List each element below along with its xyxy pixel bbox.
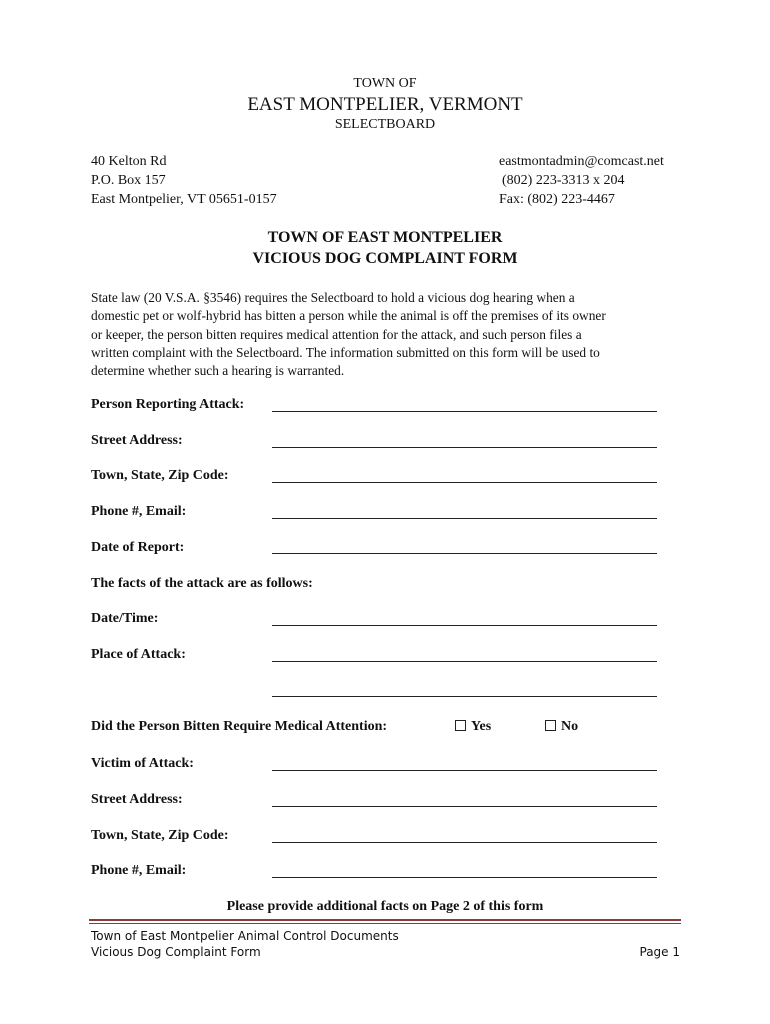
yes-label: Yes	[471, 719, 492, 734]
address-street: 40 Kelton Rd	[91, 154, 167, 169]
label-phone-email-2: Phone #, Email:	[91, 863, 187, 878]
town-state-zip-1-field[interactable]	[272, 482, 657, 483]
label-date-of-report: Date of Report:	[91, 540, 185, 555]
place-of-attack-field-2[interactable]	[272, 696, 657, 697]
intro-line: domestic pet or wolf-hybrid has bitten a person while the animal is off the premises of its owner	[91, 308, 606, 324]
footer-form-name: Vicious Dog Complaint Form	[91, 945, 261, 959]
checkbox-square-icon	[455, 720, 466, 731]
footer-doc-collection: Town of East Montpelier Animal Control Documents	[91, 929, 399, 943]
form-title-line1: TOWN OF EAST MONTPELIER	[267, 229, 503, 246]
address-po-box: P.O. Box 157	[91, 173, 166, 188]
label-phone-email-1: Phone #, Email:	[91, 504, 187, 519]
label-street-address-1: Street Address:	[91, 433, 183, 448]
town-state-zip-2-field[interactable]	[272, 842, 657, 843]
label-victim: Victim of Attack:	[91, 756, 194, 771]
contact-fax: Fax: (802) 223-4467	[499, 192, 615, 207]
phone-email-1-field[interactable]	[272, 518, 657, 519]
no-label: No	[561, 719, 579, 734]
header-board: SELECTBOARD	[334, 117, 436, 132]
label-medical-attention: Did the Person Bitten Require Medical Attention:	[91, 719, 388, 734]
footer-divider-thin	[89, 923, 681, 924]
intro-line: written complaint with the Selectboard. The information submitted on this form will be used to	[91, 344, 600, 360]
footer-divider	[89, 919, 681, 921]
label-street-address-2: Street Address:	[91, 792, 183, 807]
label-date-time: Date/Time:	[91, 611, 159, 626]
page-number: Page 1	[639, 945, 680, 959]
yes-checkbox[interactable]	[455, 719, 491, 735]
intro-line: determine whether such a hearing is warranted.	[91, 363, 345, 379]
victim-field[interactable]	[272, 770, 657, 771]
intro-line: or keeper, the person bitten requires medical attention for the attack, and such person files a	[91, 326, 582, 342]
address-city: East Montpelier, VT 05651-0157	[91, 192, 277, 207]
footer-left	[91, 928, 399, 960]
checkbox-square-icon	[545, 720, 556, 731]
label-place-of-attack: Place of Attack:	[91, 647, 186, 662]
intro-line: State law (20 V.S.A. §3546) requires the Selectboard to hold a vicious dog hearing when a	[91, 290, 575, 305]
intro-paragraph	[91, 289, 681, 380]
place-of-attack-field[interactable]	[272, 661, 657, 662]
contact-phone: (802) 223-3313 x 204	[502, 173, 625, 188]
label-town-state-zip-1: Town, State, Zip Code:	[91, 468, 229, 483]
header-town-name: EAST MONTPELIER, VERMONT	[247, 94, 523, 115]
address-right	[499, 152, 664, 209]
header-town-of: TOWN OF	[353, 76, 417, 91]
phone-email-2-field[interactable]	[272, 877, 657, 878]
label-person-reporting: Person Reporting Attack:	[91, 397, 245, 412]
page2-note: Please provide additional facts on Page 2 of this form	[226, 899, 544, 914]
address-left	[91, 152, 277, 209]
form-title-line2: VICIOUS DOG COMPLAINT FORM	[252, 250, 518, 267]
date-of-report-field[interactable]	[272, 553, 657, 554]
no-checkbox[interactable]	[545, 719, 578, 735]
person-reporting-field[interactable]	[272, 411, 657, 412]
date-time-field[interactable]	[272, 625, 657, 626]
facts-heading: The facts of the attack are as follows:	[91, 576, 313, 591]
label-town-state-zip-2: Town, State, Zip Code:	[91, 828, 229, 843]
street-address-1-field[interactable]	[272, 447, 657, 448]
street-address-2-field[interactable]	[272, 806, 657, 807]
contact-email[interactable]: eastmontadmin@comcast.net	[499, 154, 664, 169]
